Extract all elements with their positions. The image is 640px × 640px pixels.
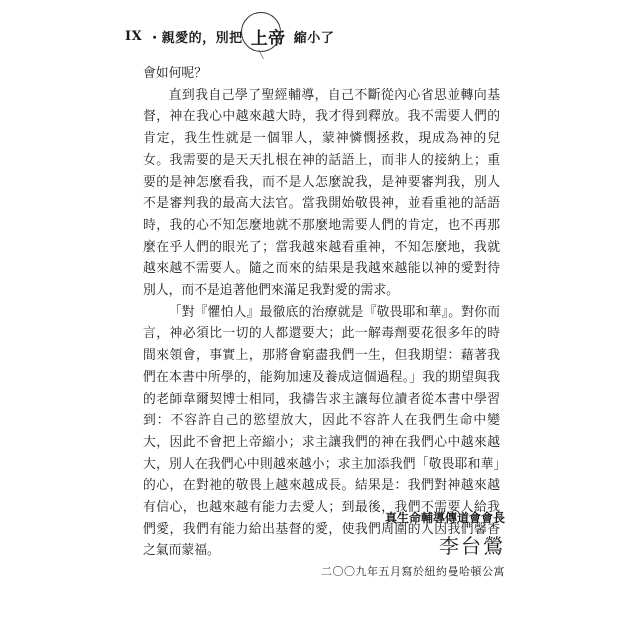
signature-block: [321, 509, 505, 579]
signature-title: 真生命輔導傳道會會長: [384, 511, 505, 525]
header-title-before: ・親愛的，別把: [148, 31, 243, 46]
paragraph: 會如何呢？: [143, 66, 207, 81]
running-header: [125, 24, 335, 59]
signature-date: 二〇〇九年五月寫於紐約曼哈頓公寓: [321, 565, 505, 578]
circle-ornament-icon: [241, 12, 281, 52]
paragraph: 直到我自己學了聖經輔導，自己不斷從內心省思並轉向基督，神在我心中越來越大時，我才得到釋放。我不需要人們的肯定，我生性就是一個罪人，蒙神憐憫拯救，現成為神的兒女。我需要的是天天扎根在神的話語上，而非人的接納上；重要的是神怎麼看我，而不是人怎麼說我，是神要審判我，別人不是審判我的最高大法官。當我開始敬畏神，並看重祂的話語時，我的心不知怎麼地就不那麼地需要人們的肯定，也不再那麼在乎人們的眼光了；當我越來越看重神，不知怎麼地，我就越來越不需要人。隨之而來的結果是我越來越能以神的愛對待別人，而不是追著他們來滿足我對愛的需求。: [143, 87, 500, 299]
chapter-number: IX: [125, 29, 143, 44]
magnifier-handle-icon: ╲: [258, 50, 265, 59]
paragraph: 「對『懼怕人』最徹底的治療就是『敬畏耶和華』。對你而言，神必須比一切的人都還要大；此一解毒劑要花很多年的時間來領會，事實上，那將會窮盡我們一生，但我期望：藉著我們在本書中所學的，能夠加速及養成這個過程。」我的期望與我的老師韋爾契博士相同，我禱告求主讓每位讀者從本書中學習到：不容許自己的慾望放大，因此不容許人在我們生命中變大，因此不會把上帝縮小；求主讓我們的神在我們心中越來越大，別人在我們心中則越來越小；求主加添我們「敬畏耶和華」的心，在對祂的敬畏上越來越成長。結果是：我們對神越來越有信心，也越來越有能力去愛人；到最後，我們不需要人給我們愛，我們有能力給出基督的愛，使我們周圍的人因我們馨香之氣而蒙福。: [143, 304, 500, 559]
body-text: [143, 63, 500, 562]
header-title-big-word: 上帝: [250, 29, 286, 49]
header-title-after: 縮小了: [293, 31, 335, 46]
header-title-emphasis: [247, 24, 290, 59]
signature-name: 李台鶯: [439, 534, 505, 558]
